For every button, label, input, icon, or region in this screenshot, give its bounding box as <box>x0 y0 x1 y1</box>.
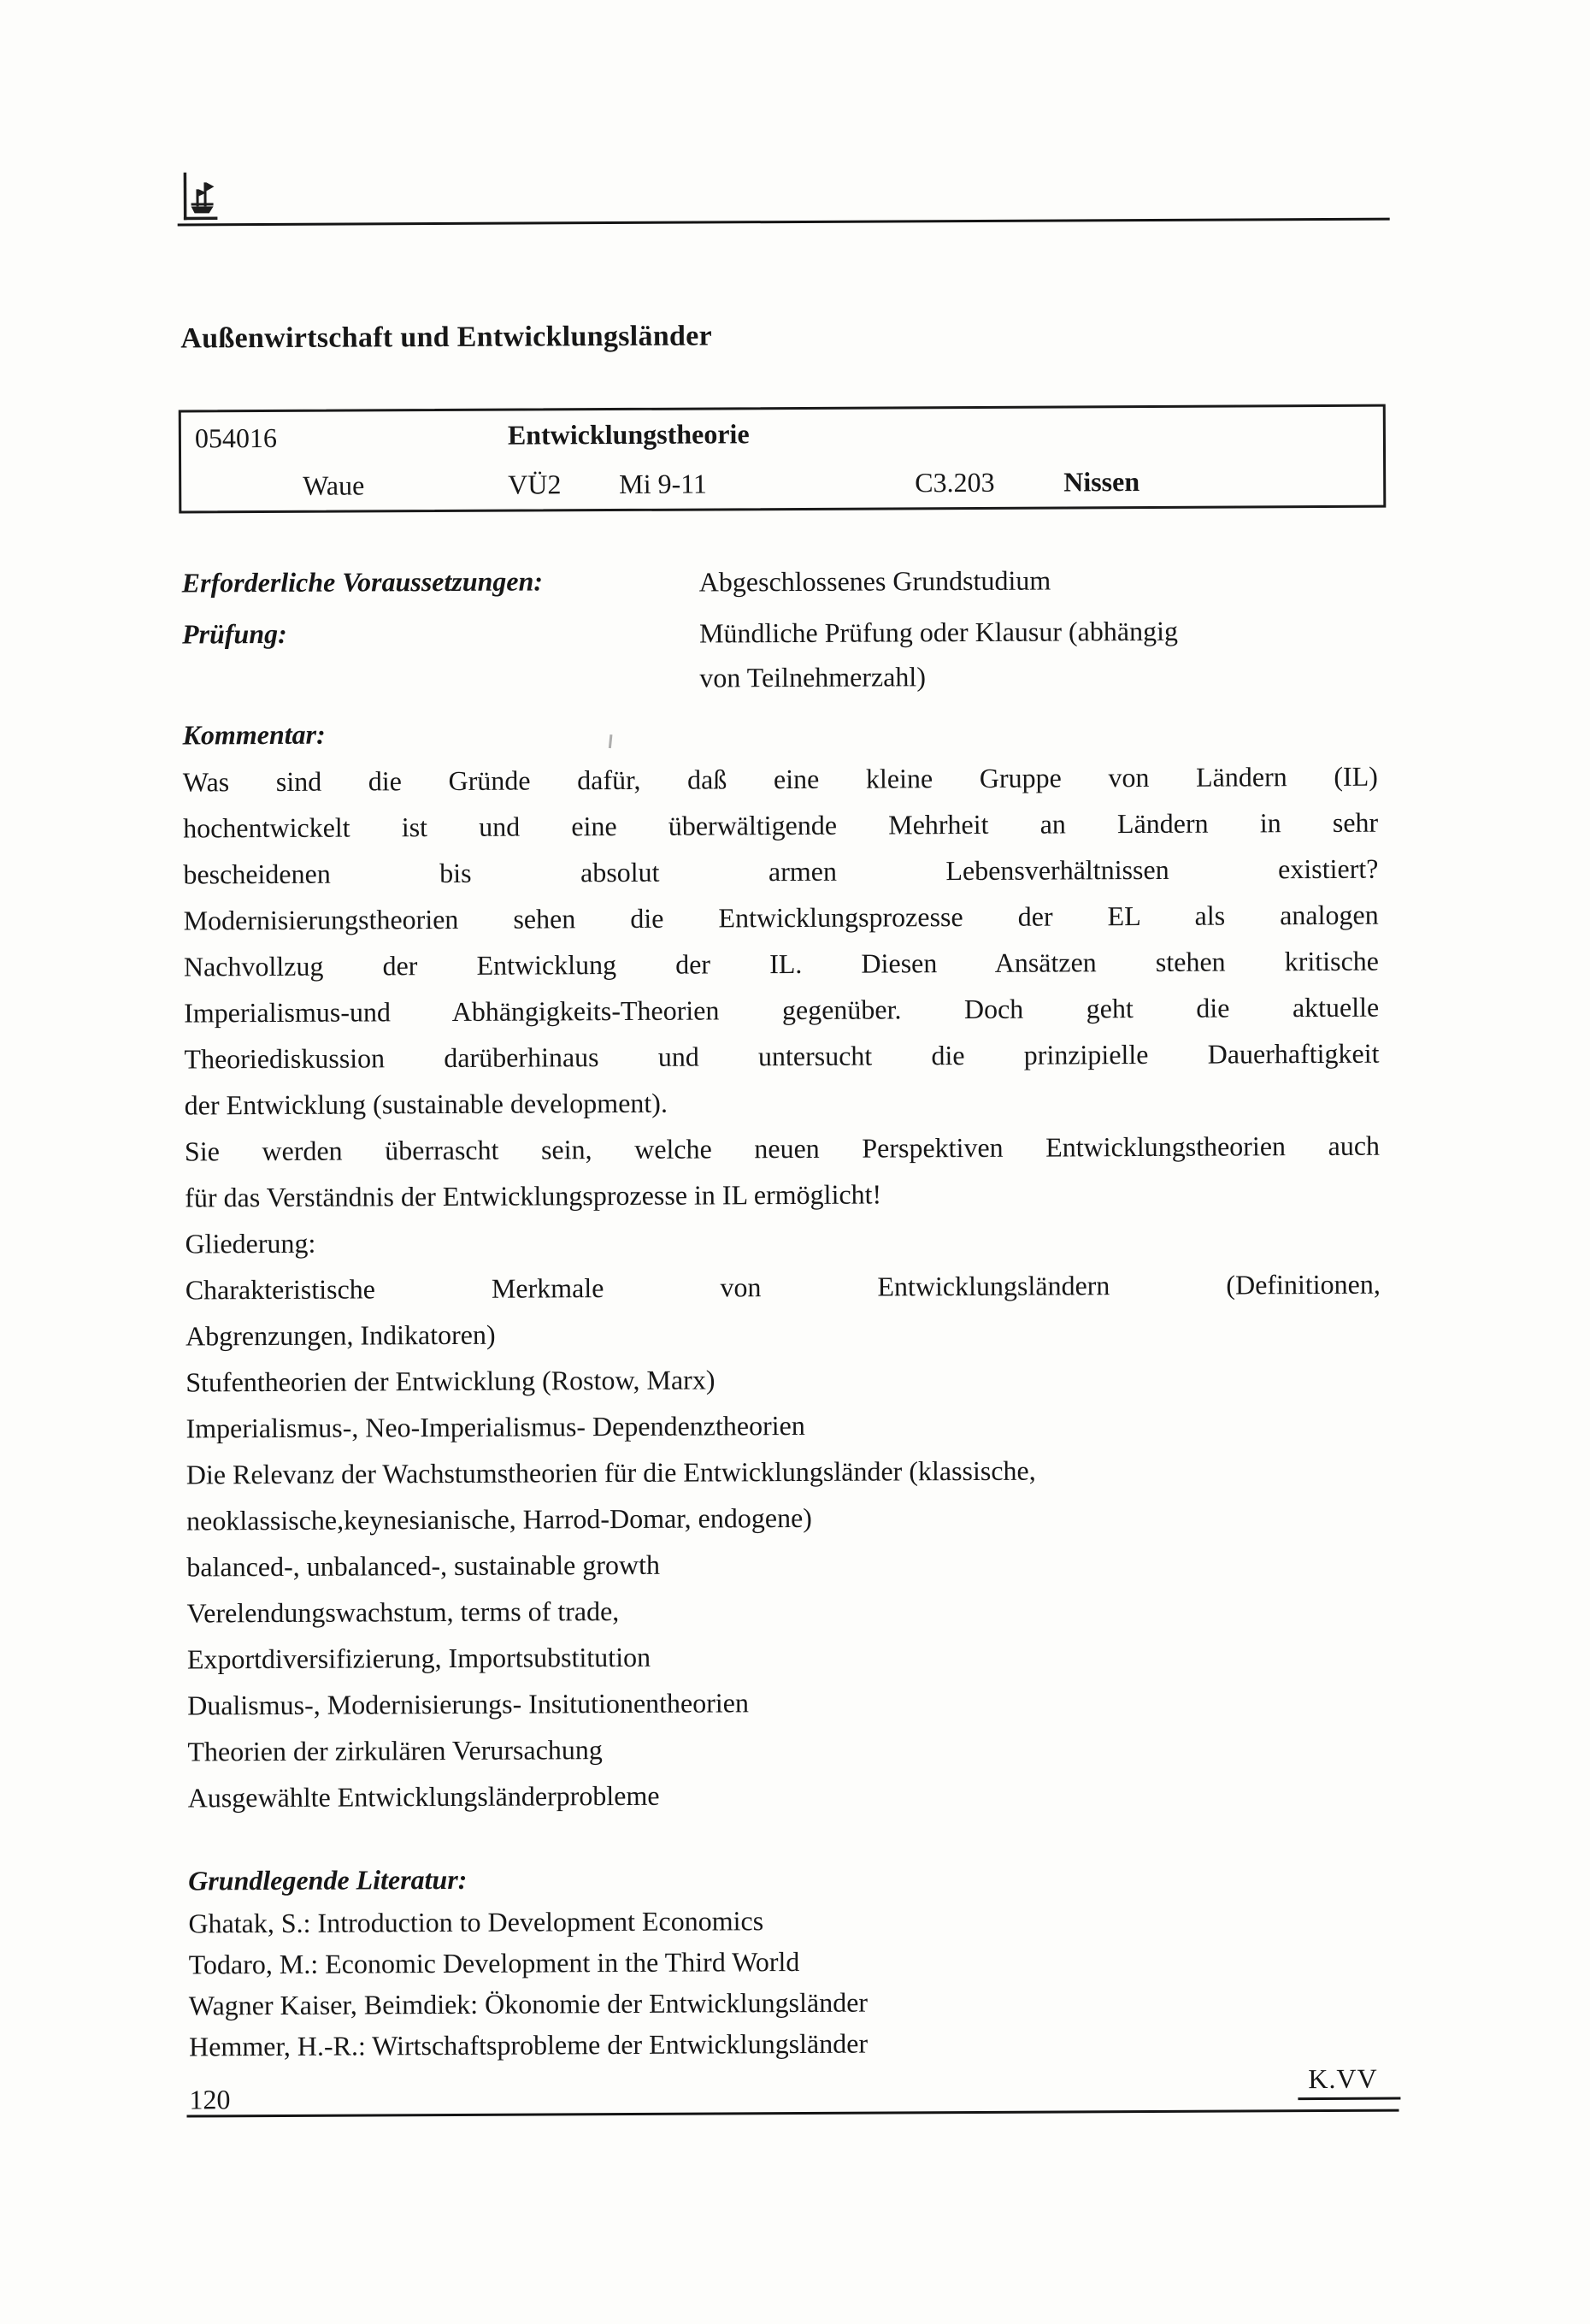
text-line: Modernisierungstheorien sehen die Entwicklungsprozesse der EL als analogen <box>183 899 1379 936</box>
exam-value-line2: von Teilnehmerzahl) <box>699 661 927 693</box>
prerequisites-value: Abgeschlossenes Grundstudium <box>698 564 1051 598</box>
text-line: Abgrenzungen, Indikatoren) <box>185 1318 496 1352</box>
text-line: Theorien der zirkulären Verursachung <box>187 1734 603 1767</box>
text-line: bescheidenen bis absolut armen Lebensverhältnissen existiert? <box>183 852 1379 890</box>
text-line: Stufentheorien der Entwicklung (Rostow, Marx) <box>186 1364 716 1398</box>
footer-short-rule <box>1298 2097 1400 2101</box>
course-lecturer: Waue <box>303 469 365 501</box>
text-line: Imperialismus-, Neo-Imperialismus- Dependenztheorien <box>186 1409 805 1444</box>
text-line: Verelendungswachstum, terms of trade, <box>186 1596 620 1629</box>
course-type: VÜ2 <box>508 469 562 500</box>
course-box <box>179 404 1387 514</box>
course-title: Entwicklungstheorie <box>507 418 750 451</box>
exam-label: Prüfung: <box>181 617 287 650</box>
course-examiner: Nissen <box>1063 466 1140 498</box>
text-line: Imperialismus-und Abhängigkeits-Theorien gegenüber. Doch geht die aktuelle <box>184 991 1380 1029</box>
text-line: Dualismus-, Modernisierungs- Insitutionentheorien <box>187 1687 750 1721</box>
kommentar-text <box>183 753 1383 1821</box>
literature-item: Ghatak, S.: Introduction to Development Economics <box>188 1905 764 1939</box>
header-rule <box>178 218 1390 227</box>
exam-value-line1: Mündliche Prüfung oder Klausur (abhängig <box>698 615 1178 649</box>
text-line: für das Verständnis der Entwicklungsprozesse in IL ermöglicht! <box>185 1178 882 1213</box>
university-logo-icon <box>180 168 220 221</box>
literature-item: Wagner Kaiser, Beimdiek: Ökonomie der Entwicklungsländer <box>188 1986 869 2021</box>
text-line: Ausgewählte Entwicklungsländerprobleme <box>187 1779 660 1814</box>
literature-item: Hemmer, H.-R.: Wirtschaftsprobleme der Entwicklungsländer <box>189 2027 869 2062</box>
footer-abbreviation: K.VV <box>1308 2062 1378 2095</box>
literature-label: Grundlegende Literatur: <box>188 1863 468 1896</box>
text-line: Was sind die Gründe dafür, daß eine kleine Gruppe von Ländern (IL) <box>182 760 1378 798</box>
prerequisites-label: Erforderliche Voraussetzungen: <box>181 565 544 599</box>
section-title: Außenwirtschaft und Entwicklungsländer <box>180 320 713 355</box>
text-line: Nachvollzug der Entwicklung der IL. Diesen Ansätzen stehen kritische <box>183 945 1380 982</box>
footer-rule <box>187 2109 1399 2118</box>
text-line: Theoriediskussion darüberhinaus und untersucht die prinzipielle Dauerhaftigkeit <box>184 1037 1380 1075</box>
text-line: Exportdiversifizierung, Importsubstitution <box>186 1641 651 1675</box>
literature-item: Todaro, M.: Economic Development in the Third World <box>188 1945 800 1980</box>
text-line: Die Relevanz der Wachstumstheorien für die Entwicklungsländer (klassische, <box>186 1454 1036 1490</box>
scan-artifact-mark <box>609 734 613 748</box>
page-number: 120 <box>189 2084 231 2115</box>
text-line: Charakteristische Merkmale von Entwicklungsländern (Definitionen, <box>185 1268 1381 1306</box>
kommentar-label: Kommentar: <box>182 718 326 751</box>
text-line: balanced-, unbalanced-, sustainable growth <box>186 1548 661 1583</box>
course-room: C3.203 <box>915 466 995 498</box>
text-line: Gliederung: <box>185 1227 316 1259</box>
course-time: Mi 9-11 <box>619 468 708 499</box>
text-line: hochentwickelt ist und eine überwältigende Mehrheit an Ländern in sehr <box>183 806 1379 844</box>
text-line: neoklassische,keynesianische, Harrod-Domar, endogene) <box>186 1501 812 1537</box>
literature-list <box>188 1897 1384 2067</box>
course-number: 054016 <box>194 422 278 454</box>
text-line: der Entwicklung (sustainable development). <box>184 1087 668 1121</box>
text-line: Sie werden überrascht sein, welche neuen Perspektiven Entwicklungstheorien auch <box>184 1130 1381 1167</box>
